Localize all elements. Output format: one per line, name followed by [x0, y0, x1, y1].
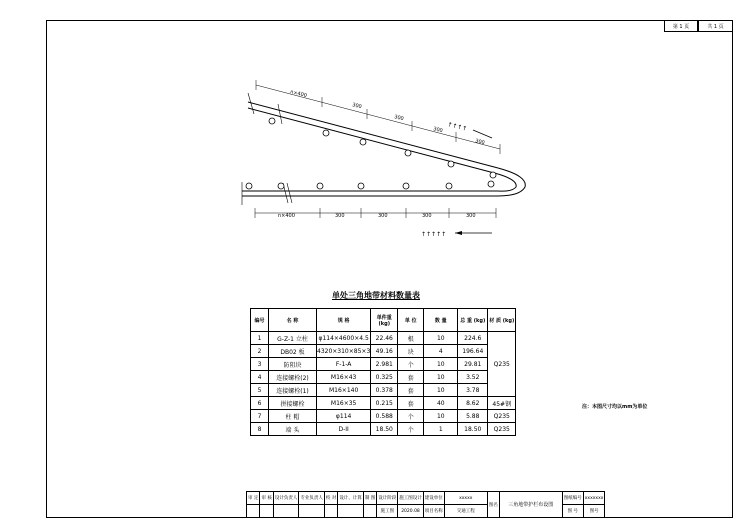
cell-qty: 10: [424, 410, 458, 423]
header-no: 编号: [251, 309, 269, 332]
header-unit: 单 位: [398, 309, 424, 332]
cell-name: 连接螺栓(2): [269, 371, 317, 384]
drawing-no-label: 图纸编号: [562, 492, 583, 505]
cell-unit-weight: 0.588: [371, 410, 398, 423]
cell-spec: φ114×4600×4.5: [317, 332, 371, 345]
cell-qty: 40: [424, 397, 458, 410]
cell-no: 1: [251, 332, 269, 345]
design-lead-label: 设计负责人: [273, 492, 299, 505]
table-row: [251, 371, 516, 384]
blank-cell: [324, 505, 337, 518]
cell-unit-weight: 0.378: [371, 384, 398, 397]
cell-unit: 个: [398, 410, 424, 423]
drafter-label: 制 图: [363, 492, 376, 505]
design-stage-label: 设计阶段: [377, 492, 398, 505]
blank-cell: [260, 505, 273, 518]
date-value: 2020.08: [398, 505, 424, 518]
discipline-lead-label: 专业负责人: [299, 492, 325, 505]
project-name-value: 交通工程: [444, 505, 487, 518]
design-stage-value: 施工图设计: [398, 492, 424, 505]
cell-total: 3.52: [458, 371, 488, 384]
owner-label: 建设单位: [423, 492, 444, 505]
cell-qty: 10: [424, 332, 458, 345]
table-title: 单处三角地带材料数量表: [332, 291, 420, 300]
sheet-label: 图 号: [562, 505, 583, 518]
table-row: [251, 345, 516, 358]
cell-no: 8: [251, 423, 269, 436]
blank-cell: [363, 505, 376, 518]
header-qty: 数 量: [424, 309, 458, 332]
drawing-no: xxxxxxx: [583, 492, 605, 505]
cell-qty: 10: [424, 384, 458, 397]
cell-material: Q235: [488, 410, 516, 423]
upper-dim-5: 300: [474, 138, 486, 147]
cell-qty: 4: [424, 345, 458, 358]
cell-spec: M16×35: [317, 397, 371, 410]
header-unit-weight: 单件重 (kg): [371, 309, 398, 332]
upper-rail: [248, 93, 498, 174]
cell-name: 端 头: [269, 423, 317, 436]
header-name: 名 称: [269, 309, 317, 332]
cell-material: 45#钢: [488, 397, 516, 410]
cell-name: DB02 板: [269, 345, 317, 358]
table-row: [251, 332, 516, 345]
lower-dim-3: 300: [378, 213, 388, 219]
header-spec: 规 格: [317, 309, 371, 332]
blank-cell: [299, 505, 325, 518]
page-current: 第 1 页: [664, 20, 698, 32]
lower-posts: [246, 181, 494, 189]
upper-flow-mark: ↑↑↑↑: [446, 121, 468, 133]
sheet-no: 图号: [583, 505, 605, 518]
lower-dim-4: 300: [422, 213, 432, 219]
cell-material-merged: Q235: [488, 332, 516, 397]
cell-name: 连接螺栓(1): [269, 384, 317, 397]
cell-unit: 套: [398, 371, 424, 384]
table-header-row: [251, 309, 516, 332]
cell-name: 柱 帽: [269, 410, 317, 423]
blank-cell: [273, 505, 299, 518]
cell-unit-weight: 0.325: [371, 371, 398, 384]
upper-dim-4: 300: [432, 126, 444, 135]
review-label: 审 核: [260, 492, 273, 505]
cell-spec: D-II: [317, 423, 371, 436]
page-total: 共 1 页: [698, 20, 733, 32]
header-total: 总 重 (kg): [458, 309, 488, 332]
cell-unit: 套: [398, 384, 424, 397]
project-name-label: 项目名称: [423, 505, 444, 518]
design-calc-label: 设计、计算: [338, 492, 364, 505]
lower-flow-mark: ↑↑↑↑↑: [421, 231, 447, 238]
cell-unit: 个: [398, 358, 424, 371]
cell-unit: 套: [398, 397, 424, 410]
cell-no: 6: [251, 397, 269, 410]
cell-spec: F-1-A: [317, 358, 371, 371]
cell-qty: 10: [424, 371, 458, 384]
cell-total: 18.50: [458, 423, 488, 436]
cell-spec: M16×43: [317, 371, 371, 384]
blank-cell: [338, 505, 364, 518]
table-row: [251, 397, 516, 410]
blank-cell: [247, 505, 260, 518]
header-material: 材 质 (kg): [488, 309, 516, 332]
approve-label: 审 定: [247, 492, 260, 505]
cell-spec: M16×140: [317, 384, 371, 397]
end-terminal: [498, 168, 525, 196]
cell-unit: 个: [398, 423, 424, 436]
cell-unit-weight: 2.981: [371, 358, 398, 371]
cell-unit: 块: [398, 345, 424, 358]
stage-value: 施工图: [377, 505, 398, 518]
check-label: 校 对: [324, 492, 337, 505]
cell-unit: 根: [398, 332, 424, 345]
lower-dim-5: 300: [466, 213, 476, 219]
drawing-note: 注：本图尺寸均以mm为单位: [582, 404, 648, 410]
cell-no: 7: [251, 410, 269, 423]
cell-total: 5.88: [458, 410, 488, 423]
drawing-name-label: 图名: [487, 492, 499, 518]
upper-direction-line: [473, 130, 492, 138]
cell-total: 8.62: [458, 397, 488, 410]
cell-material: Q235: [488, 423, 516, 436]
cell-total: 224.6: [458, 332, 488, 345]
cell-name: 拼接螺栓: [269, 397, 317, 410]
table-row: [251, 410, 516, 423]
title-block: [246, 491, 605, 518]
cell-no: 4: [251, 371, 269, 384]
cell-name: G-Z-1 立柱: [269, 332, 317, 345]
table-row: [251, 423, 516, 436]
title-block-row-1: [247, 492, 605, 505]
cell-total: 29.81: [458, 358, 488, 371]
cell-unit-weight: 49.16: [371, 345, 398, 358]
lower-dim-1: n×400: [278, 213, 295, 219]
cell-no: 2: [251, 345, 269, 358]
table-row: [251, 384, 516, 397]
drawing-name: 三角地带护栏布设图: [499, 492, 562, 518]
cell-unit-weight: 18.50: [371, 423, 398, 436]
upper-dim-3: 300: [393, 114, 405, 123]
owner-value: xxxxx: [444, 492, 487, 505]
cell-qty: 10: [424, 358, 458, 371]
cell-unit-weight: 22.46: [371, 332, 398, 345]
cell-qty: 1: [424, 423, 458, 436]
lower-dim-2: 300: [335, 213, 345, 219]
cell-no: 3: [251, 358, 269, 371]
cell-no: 5: [251, 384, 269, 397]
upper-dim-1: n×400: [289, 89, 308, 100]
cell-total: 196.64: [458, 345, 488, 358]
cell-unit-weight: 0.215: [371, 397, 398, 410]
cell-name: 防阻块: [269, 358, 317, 371]
cell-total: 3.78: [458, 384, 488, 397]
cell-spec: φ114: [317, 410, 371, 423]
materials-table: [250, 308, 516, 436]
upper-dim-2: 300: [351, 102, 363, 111]
cell-spec: 4320×310×85×3: [317, 345, 371, 358]
table-row: [251, 358, 516, 371]
